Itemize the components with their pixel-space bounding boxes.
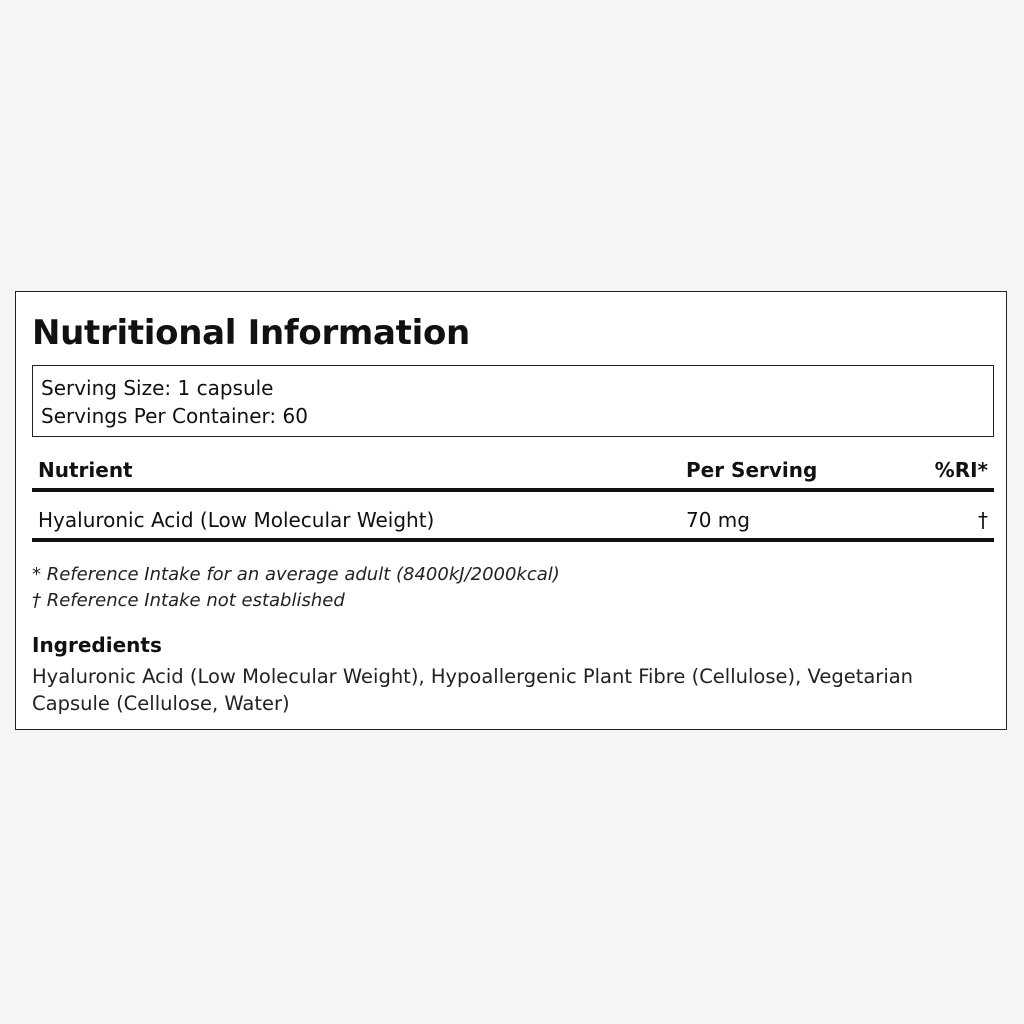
table-header-row: [32, 452, 994, 488]
panel-title: Nutritional Information: [32, 313, 470, 353]
nutrient-table: [32, 452, 994, 542]
header-ri: %RI*: [934, 458, 988, 482]
nutrition-panel: [15, 291, 1007, 730]
footnote-reference-intake: * Reference Intake for an average adult (8400kJ/2000kcal): [32, 564, 560, 585]
header-per-serving: Per Serving: [686, 458, 818, 482]
footnotes: [32, 562, 560, 614]
header-nutrient: Nutrient: [38, 458, 133, 482]
table-row: [32, 492, 994, 538]
servings-per-container: Servings Per Container: 60: [41, 404, 308, 428]
table-bottom-divider: [32, 538, 994, 542]
serving-info-box: [32, 365, 994, 437]
ingredients-text: Hyaluronic Acid (Low Molecular Weight), Hypoallergenic Plant Fibre (Cellulose), Vegetarian Capsule (Cellulose, Water): [32, 665, 914, 715]
row-nutrient: Hyaluronic Acid (Low Molecular Weight): [38, 508, 435, 532]
row-per-serving: 70 mg: [686, 508, 750, 532]
serving-size: Serving Size: 1 capsule: [41, 376, 274, 400]
row-ri: †: [978, 508, 988, 532]
ingredients-heading: Ingredients: [32, 633, 162, 657]
footnote-not-established: † Reference Intake not established: [32, 590, 345, 611]
